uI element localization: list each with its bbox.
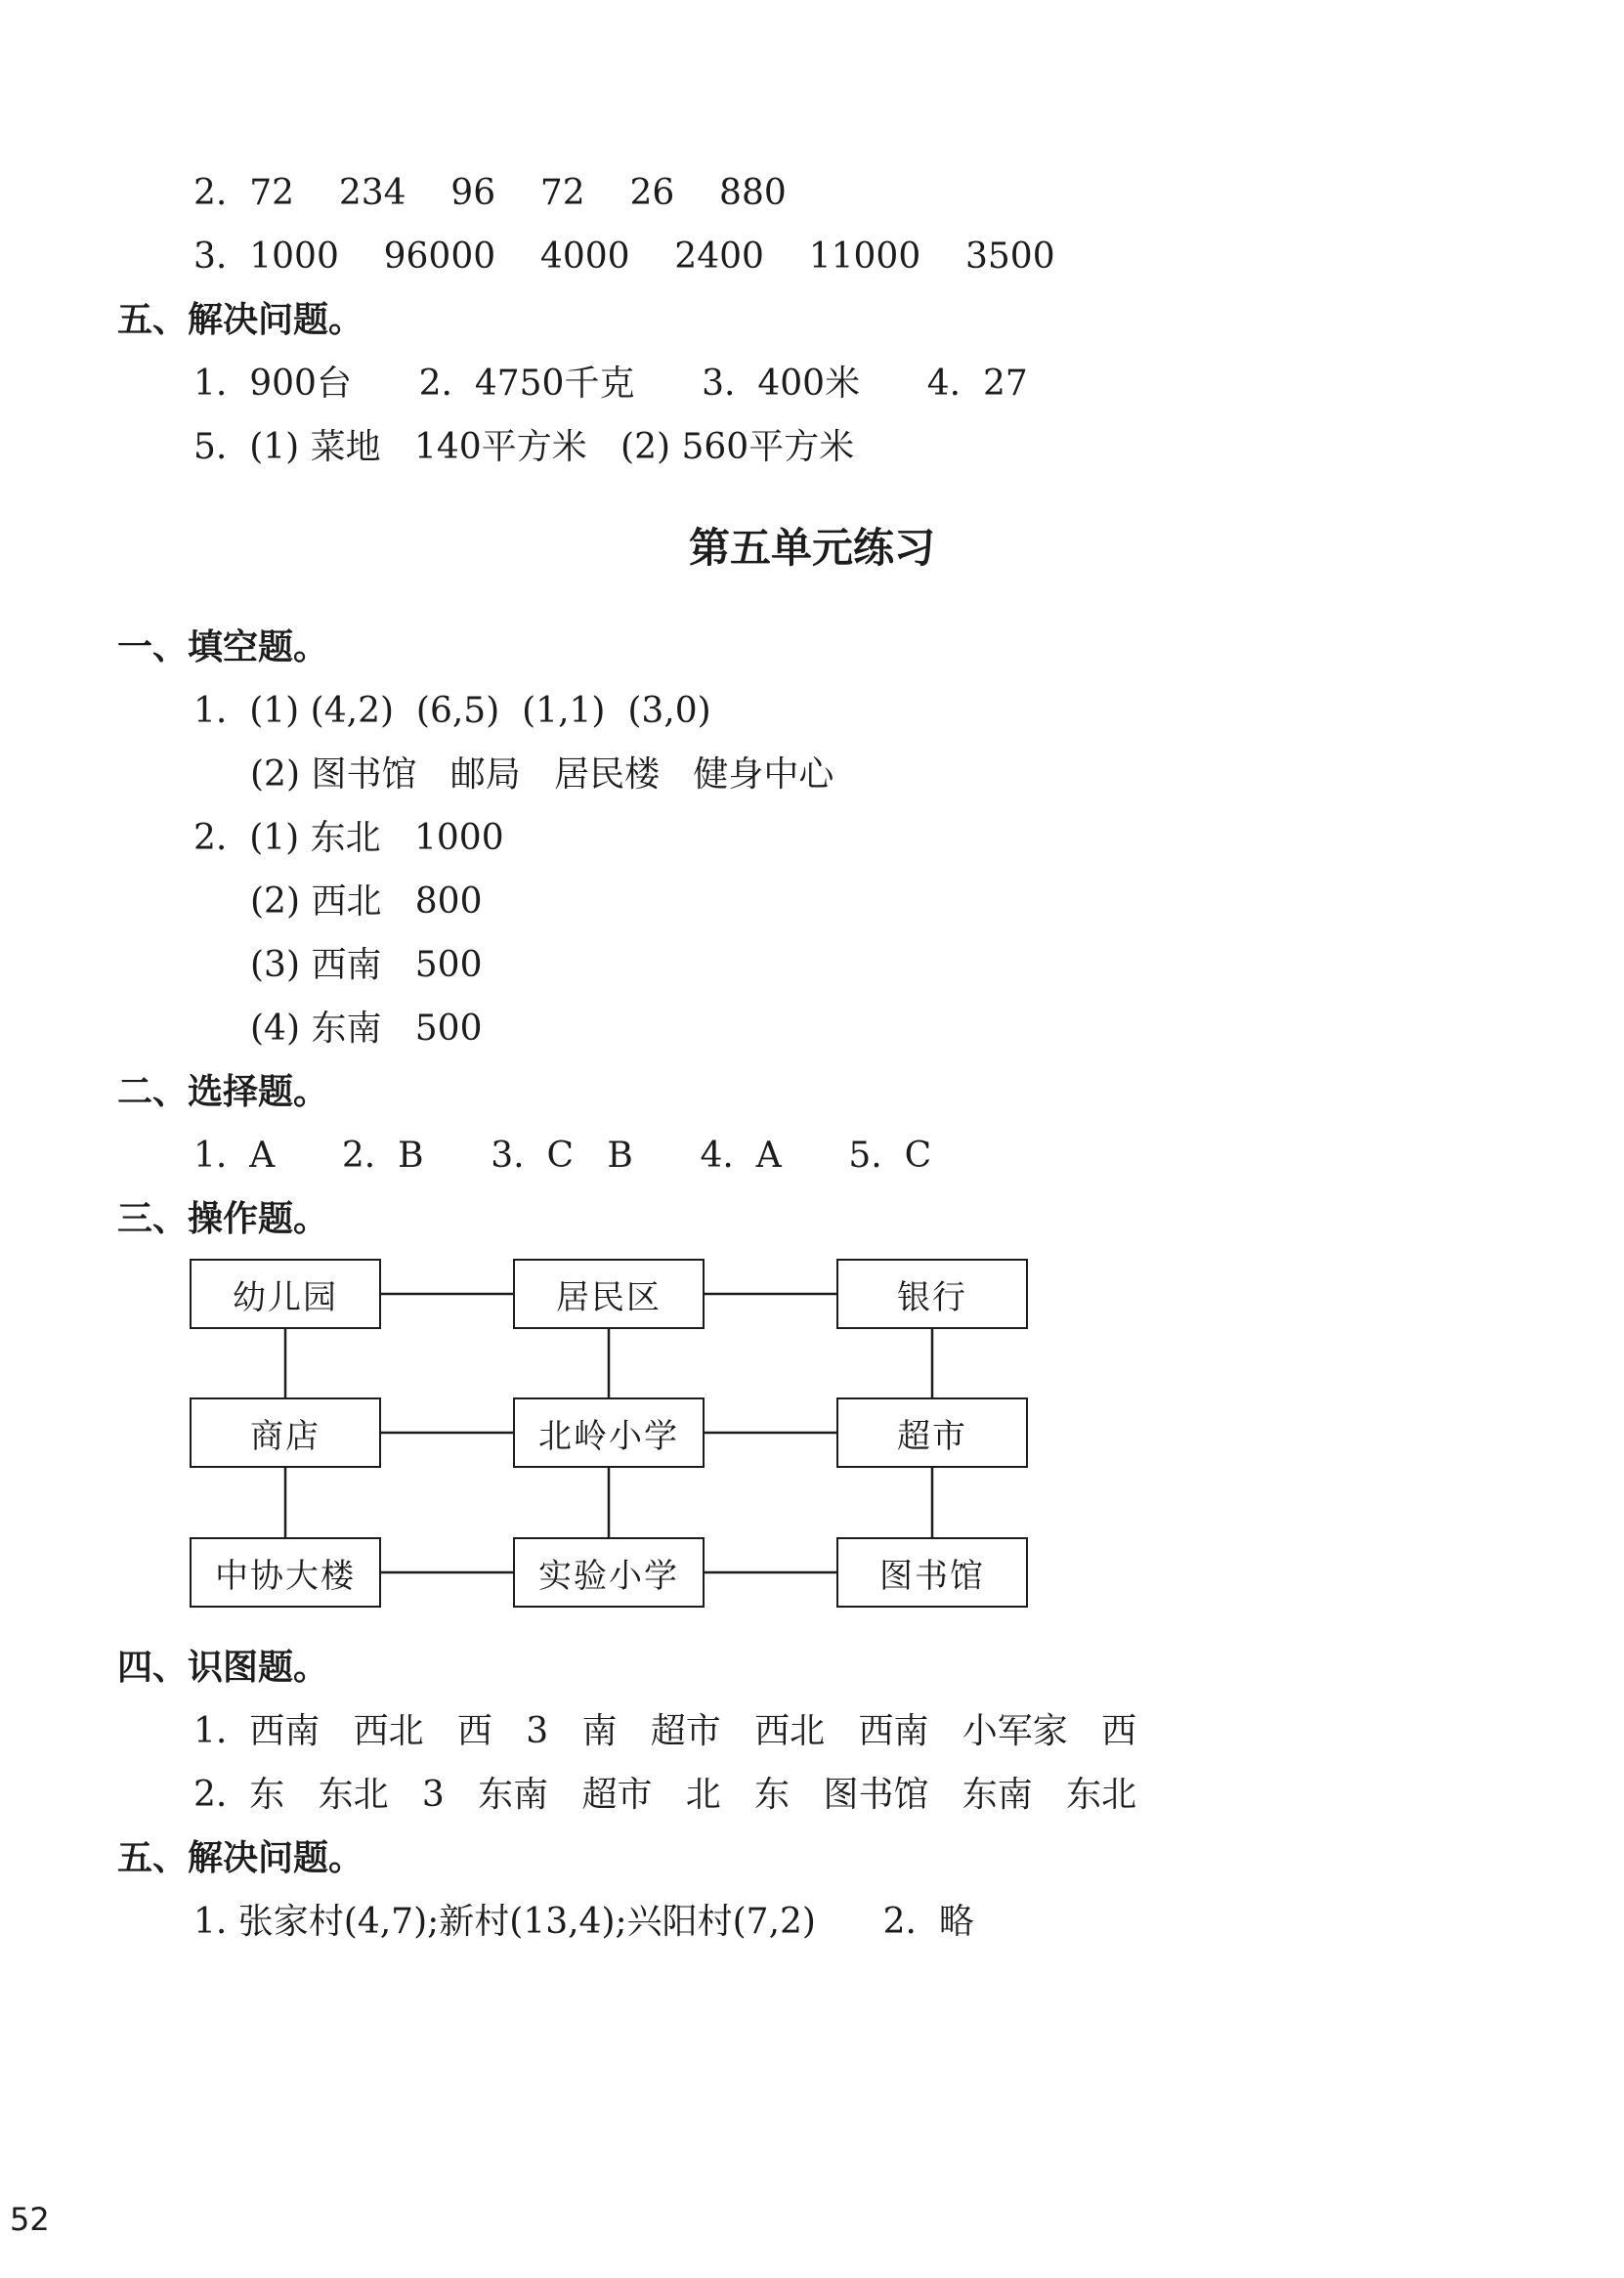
map-node-residential-area: 居民区 — [513, 1259, 705, 1329]
fill-blank-q2-b: (2) 西北 800 — [250, 881, 483, 922]
map-reading-line-1: 1. 西南 西北 西 3 南 超市 西北 西南 小军家 西 — [193, 1711, 1137, 1751]
map-node-shop: 商店 — [190, 1397, 381, 1468]
section-heading-solve: 五、解决问题。 — [117, 300, 364, 340]
page-number: 52 — [10, 2201, 50, 2238]
map-node-bank: 银行 — [836, 1259, 1028, 1329]
section-heading-choice: 二、选择题。 — [117, 1072, 329, 1112]
map-node-supermarket: 超市 — [836, 1397, 1028, 1468]
solve-2-line-1: 1. 张家村(4,7);新村(13,4);兴阳村(7,2) 2. 略 — [193, 1902, 974, 1942]
section-heading-map-reading: 四、识图题。 — [117, 1648, 329, 1688]
unit-title: 第五单元练习 — [688, 524, 935, 572]
map-node-zhongxie-building: 中协大楼 — [190, 1537, 381, 1608]
section-heading-solve-2: 五、解决问题。 — [117, 1838, 364, 1878]
answer-line-2: 2. 72 234 96 72 26 880 — [193, 173, 787, 213]
fill-blank-q1-b: (2) 图书馆 邮局 居民楼 健身中心 — [250, 754, 834, 795]
choice-answers: 1. A 2. B 3. C B 4. A 5. C — [193, 1136, 932, 1176]
map-reading-line-2: 2. 东 东北 3 东南 超市 北 东 图书馆 东南 东北 — [193, 1775, 1137, 1815]
solve-answer-line-1: 1. 900台 2. 4750千克 3. 400米 4. 27 — [193, 364, 1028, 404]
fill-blank-q2-d: (4) 东南 500 — [250, 1009, 483, 1049]
fill-blank-q1-a: 1. (1) (4,2) (6,5) (1,1) (3,0) — [193, 691, 711, 731]
fill-blank-q2-c: (3) 西南 500 — [250, 945, 483, 985]
map-node-beiling-school: 北岭小学 — [513, 1397, 705, 1468]
section-heading-operation: 三、操作题。 — [117, 1199, 329, 1239]
fill-blank-q2-a: 2. (1) 东北 1000 — [193, 818, 504, 858]
map-node-kindergarten: 幼儿园 — [190, 1259, 381, 1329]
map-node-library: 图书馆 — [836, 1537, 1028, 1608]
section-heading-fill-blank: 一、填空题。 — [117, 627, 329, 667]
solve-answer-line-2: 5. (1) 菜地 140平方米 (2) 560平方米 — [193, 427, 855, 467]
answer-line-3: 3. 1000 96000 4000 2400 11000 3500 — [193, 236, 1055, 277]
map-node-experimental-school: 实验小学 — [513, 1537, 705, 1608]
